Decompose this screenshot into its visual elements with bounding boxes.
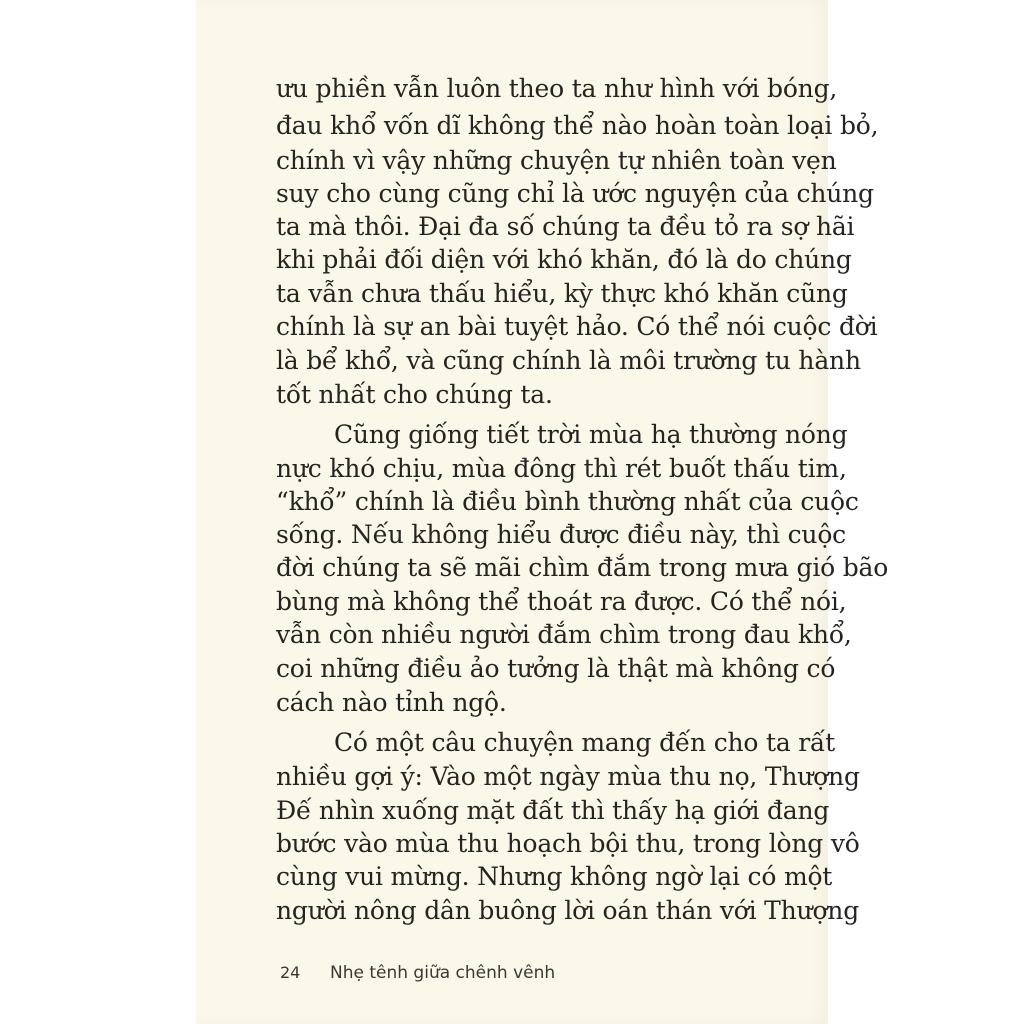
running-title: Nhẹ tênh giữa chênh vênh [330,963,556,983]
text-line: đau khổ vốn dĩ không thể nào hoàn toàn loại bỏ, [276,111,879,140]
text-line: vẫn còn nhiều người đắm chìm trong đau khổ, [276,620,852,649]
text-line: nhiều gợi ý: Vào một ngày mùa thu nọ, Thượng [276,762,860,791]
text-line: đời chúng ta sẽ mãi chìm đắm trong mưa gió bão [276,553,889,582]
text-line: Có một câu chuyện mang đến cho ta rất [334,728,836,757]
text-line: người nông dân buông lời oán thán với Thượng [276,896,860,925]
book-page [196,0,889,1024]
text-line: suy cho cùng cũng chỉ là ước nguyện của chúng [276,179,874,208]
text-line: chính vì vậy những chuyện tự nhiên toàn vẹn [276,146,837,175]
page-number: 24 [280,963,301,982]
text-line: cách nào tỉnh ngộ. [276,688,507,717]
text-line: cùng vui mừng. Nhưng không ngờ lại có một [276,862,833,891]
text-line: bùng mà không thể thoát ra được. Có thể nói, [276,587,847,616]
text-line: nực khó chịu, mùa đông thì rét buốt thấu tim, [276,454,847,483]
text-line: ưu phiền vẫn luôn theo ta như hình với bóng, [276,74,838,103]
text-line: coi những điều ảo tưởng là thật mà không có [276,654,836,683]
text-line: chính là sự an bài tuyệt hảo. Có thể nói cuộc đời [276,312,878,341]
text-line: tốt nhất cho chúng ta. [276,380,553,409]
text-line: bước vào mùa thu hoạch bội thu, trong lòng vô [276,829,860,858]
text-line: Cũng giống tiết trời mùa hạ thường nóng [334,420,848,449]
text-line: khi phải đối diện với khó khăn, đó là do chúng [276,245,852,274]
text-line: là bể khổ, và cũng chính là môi trường tu hành [276,346,861,375]
text-line: ta vẫn chưa thấu hiểu, kỳ thực khó khăn cũng [276,279,848,308]
text-line: Đế nhìn xuống mặt đất thì thấy hạ giới đang [276,796,830,825]
text-line: sống. Nếu không hiểu được điều này, thì cuộc [276,520,846,549]
text-line: ta mà thôi. Đại đa số chúng ta đều tỏ ra sợ hãi [276,212,855,241]
text-line: “khổ” chính là điều bình thường nhất của cuộc [276,487,859,516]
